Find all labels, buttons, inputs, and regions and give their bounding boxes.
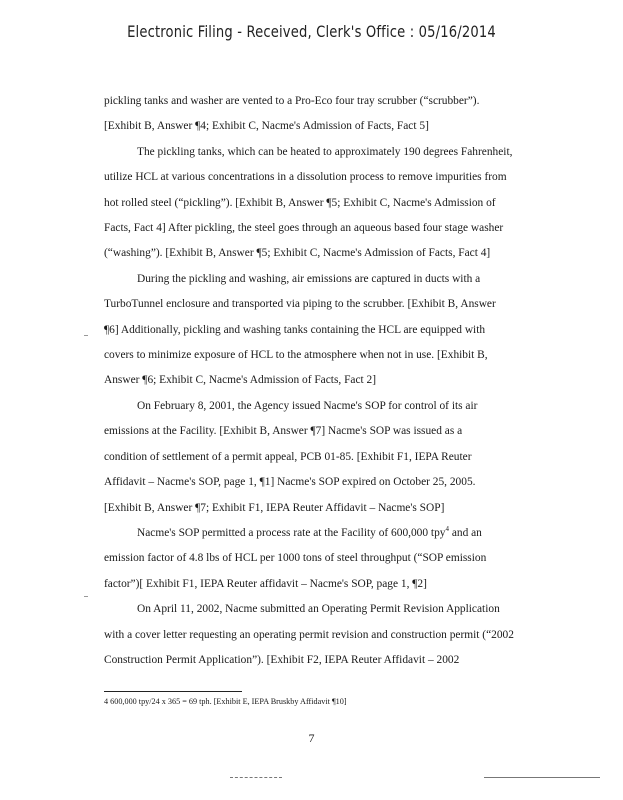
body-line: [Exhibit B, Answer ¶7; Exhibit F1, IEPA Reuter Affidavit – Nacme's SOP] — [104, 501, 445, 514]
scan-artifact-line — [484, 777, 600, 778]
margin-mark — [84, 596, 88, 597]
body-line: [Exhibit B, Answer ¶4; Exhibit C, Nacme's Admission of Facts, Fact 5] — [104, 120, 429, 133]
body-line: covers to minimize exposure of HCL to the atmosphere when not in use. [Exhibit B, — [104, 349, 488, 362]
body-line-suffix: and an — [448, 526, 482, 539]
body-line: pickling tanks and washer are vented to a Pro-Eco four tray scrubber (“scrubber”). — [104, 95, 480, 107]
body-line: ¶6] Additionally, pickling and washing tanks containing the HCL are equipped with — [104, 323, 486, 336]
body-line: hot rolled steel (“pickling”). [Exhibit B, Answer ¶5; Exhibit C, Nacme's Admission of — [104, 196, 496, 209]
document-body — [104, 89, 514, 673]
body-line: Affidavit – Nacme's SOP, page 1, ¶1] Nacme's SOP expired on October 25, 2005. — [104, 476, 476, 489]
body-line-text: Nacme's SOP permitted a process rate at the Facility of 600,000 tpy — [137, 526, 446, 539]
paragraph-start-line: The pickling tanks, which can be heated to approximately 190 degrees Fahrenheit, — [137, 145, 513, 158]
paragraph-start-line: During the pickling and washing, air emissions are captured in ducts with a — [137, 272, 481, 285]
body-line: utilize HCL at various concentrations in a dissolution process to remove impurities from — [104, 171, 507, 184]
body-line: (“washing”). [Exhibit B, Answer ¶5; Exhibit C, Nacme's Admission of Facts, Fact 4] — [104, 247, 491, 260]
body-line: TurboTunnel enclosure and transported via piping to the scrubber. [Exhibit B, Answer — [104, 298, 496, 311]
body-line: Answer ¶6; Exhibit C, Nacme's Admission of Facts, Fact 2] — [104, 374, 377, 387]
footnote-reference[interactable]: 4 — [445, 525, 449, 534]
body-line: condition of settlement of a permit appeal, PCB 01-85. [Exhibit F1, IEPA Reuter — [104, 450, 472, 463]
paragraph-start-line: On April 11, 2002, Nacme submitted an Operating Permit Revision Application — [137, 603, 500, 616]
footnote: 4 600,000 tpy/24 x 365 = 69 tph. [Exhibit E, IEPA Bruskby Affidavit ¶10] — [104, 697, 347, 706]
body-line: with a cover letter requesting an operating permit revision and construction permit (“2002 — [104, 628, 514, 641]
body-line: emissions at the Facility. [Exhibit B, Answer ¶7] Nacme's SOP was issued as a — [104, 425, 463, 438]
margin-mark — [84, 335, 88, 336]
scan-artifact-line — [230, 777, 282, 778]
body-line: emission factor of 4.8 lbs of HCL per 1000 tons of steel throughput (“SOP emission — [104, 552, 487, 565]
paragraph-start-line — [104, 521, 514, 546]
footnote-separator — [104, 691, 242, 692]
page-number: 7 — [308, 731, 315, 745]
paragraph-start-line: On February 8, 2001, the Agency issued Nacme's SOP for control of its air — [137, 399, 478, 412]
body-line: Construction Permit Application”). [Exhibit F2, IEPA Reuter Affidavit – 2002 — [104, 653, 460, 666]
body-line: Facts, Fact 4] After pickling, the steel goes through an aqueous based four stage washer — [104, 222, 504, 235]
electronic-filing-stamp: Electronic Filing - Received, Clerk's Office : 05/16/2014 — [127, 22, 496, 41]
body-line: factor”)[ Exhibit F1, IEPA Reuter affidavit – Nacme's SOP, page 1, ¶2] — [104, 577, 427, 590]
